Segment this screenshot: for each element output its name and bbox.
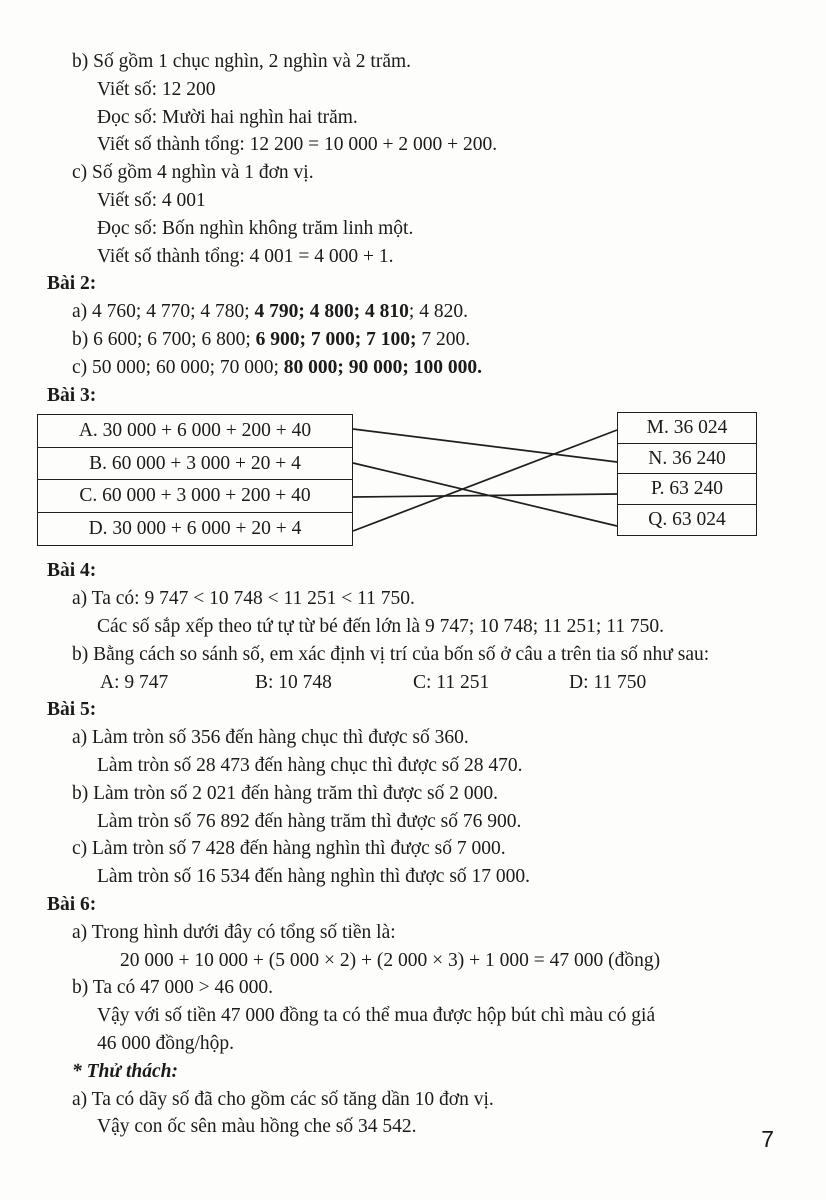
bai3-label: Bài 3: — [47, 384, 97, 406]
bai5-line: Làm tròn số 76 892 đến hàng trăm thì được số 76 900. — [97, 810, 522, 832]
bai2-a-post: ; 4 820. — [408, 301, 468, 323]
bai2-b-post: 7 200. — [416, 328, 471, 350]
intro-line: Đọc số: Mười hai nghìn hai trăm. — [97, 106, 358, 128]
bai2-c-bold: 80 000; 90 000; 100 000. — [283, 356, 483, 378]
match-box-M: M. 36 024 — [617, 412, 757, 444]
point-A: A: 9 747 — [100, 671, 169, 693]
bai6-line-b2: Vậy với số tiền 47 000 đồng ta có thể mua được hộp bút chì màu có giá — [97, 1005, 656, 1027]
bai6-equation: 20 000 + 10 000 + (5 000 × 2) + (2 000 × 3) + 1 000 = 47 000 (đồng) — [120, 949, 661, 971]
bai6-line-b3: 46 000 đồng/hộp. — [97, 1032, 235, 1054]
bai6-line-b: b) Ta có 47 000 > 46 000. — [72, 977, 273, 999]
intro-line: c) Số gồm 4 nghìn và 1 đơn vị. — [72, 162, 314, 184]
match-box-C: C. 60 000 + 3 000 + 200 + 40 — [37, 479, 353, 513]
match-box-P: P. 63 240 — [617, 473, 757, 505]
bai2-b-bold: 6 900; 7 000; 7 100; — [255, 328, 417, 350]
bai4-line-b: b) Bằng cách so sánh số, em xác định vị trí của bốn số ở câu a trên tia số như sau: — [72, 643, 710, 665]
bai4-label: Bài 4: — [47, 560, 97, 582]
bai4-line-a2: Các số sắp xếp theo tứ tự từ bé đến lớn là 9 747; 10 748; 11 251; 11 750. — [97, 615, 665, 637]
bai5-label: Bài 5: — [47, 699, 97, 721]
match-box-A: A. 30 000 + 6 000 + 200 + 40 — [37, 414, 353, 448]
bai5-line: a) Làm tròn số 356 đến hàng chục thì được số 360. — [72, 727, 469, 749]
bai5-line: Làm tròn số 28 473 đến hàng chục thì được số 28 470. — [97, 754, 523, 776]
bai2-line-c — [72, 354, 792, 382]
match-box-Q: Q. 63 024 — [617, 504, 757, 536]
bai2-line-a — [72, 298, 792, 326]
bai6-line-a: a) Trong hình dưới đây có tổng số tiền là: — [72, 921, 396, 943]
bai2-a-bold: 4 790; 4 800; 4 810 — [254, 301, 409, 323]
intro-line: Viết số thành tổng: 4 001 = 4 000 + 1. — [97, 245, 394, 267]
intro-line: Viết số thành tổng: 12 200 = 10 000 + 2 000 + 200. — [97, 134, 498, 156]
bai2-line-b — [72, 326, 792, 354]
bai2-a-pre: a) 4 760; 4 770; 4 780; — [72, 301, 255, 323]
bai5-line: b) Làm tròn số 2 021 đến hàng trăm thì được số 2 000. — [72, 782, 498, 804]
bai6-label: Bài 6: — [47, 893, 97, 915]
challenge-label: * Thử thách: — [72, 1060, 178, 1082]
point-C: C: 11 251 — [413, 671, 490, 693]
intro-line: b) Số gồm 1 chục nghìn, 2 nghìn và 2 trăm. — [72, 51, 412, 72]
bai5-line: c) Làm tròn số 7 428 đến hàng nghìn thì được số 7 000. — [72, 838, 506, 860]
page-number: 7 — [761, 1126, 774, 1152]
challenge-line-a: a) Ta có dãy số đã cho gồm các số tăng dần 10 đơn vị. — [72, 1088, 494, 1110]
bai3-matching-diagram — [37, 412, 767, 552]
sum-column — [37, 414, 353, 546]
bai2-b-pre: b) 6 600; 6 700; 6 800; — [72, 328, 256, 350]
match-box-B: B. 60 000 + 3 000 + 20 + 4 — [37, 447, 353, 481]
bai2-c-pre: c) 50 000; 60 000; 70 000; — [72, 356, 284, 378]
number-column — [617, 412, 757, 536]
bai2-label: Bài 2: — [47, 273, 97, 295]
intro-line: Viết số: 4 001 — [97, 189, 206, 211]
intro-line: Đọc số: Bốn nghìn không trăm linh một. — [97, 217, 414, 239]
match-box-D: D. 30 000 + 6 000 + 20 + 4 — [37, 512, 353, 546]
bai5-line: Làm tròn số 16 534 đến hàng nghìn thì được số 17 000. — [97, 866, 531, 888]
bai4-number-line-points — [100, 669, 792, 697]
bai4-line-a: a) Ta có: 9 747 < 10 748 < 11 251 < 11 750. — [72, 588, 415, 610]
point-D: D: 11 750 — [569, 671, 647, 693]
intro-line: Viết số: 12 200 — [97, 78, 216, 100]
point-B: B: 10 748 — [255, 671, 332, 693]
challenge-line-a2: Vậy con ốc sên màu hồng che số 34 542. — [97, 1116, 417, 1138]
match-box-N: N. 36 240 — [617, 443, 757, 475]
